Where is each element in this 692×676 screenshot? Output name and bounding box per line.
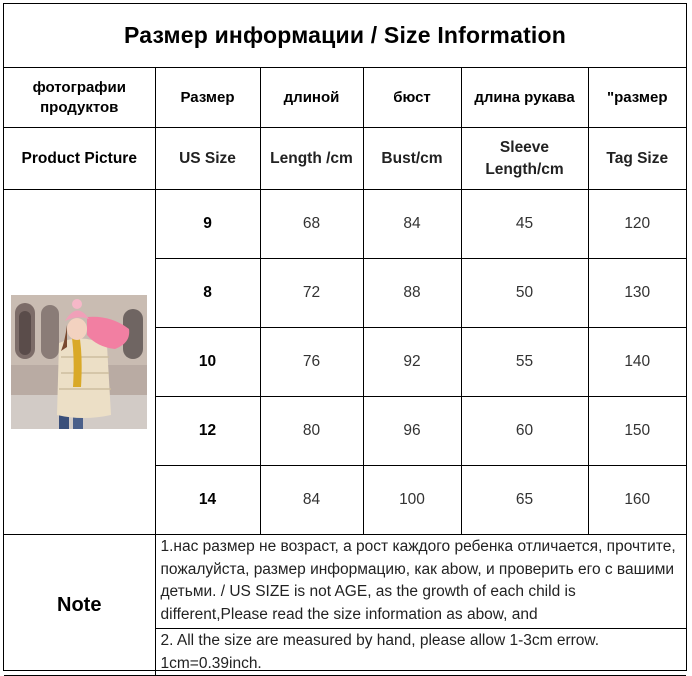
header-ru-bust: бюст [363, 68, 461, 128]
header-bust: Bust/cm [363, 128, 461, 190]
note-line-2: 2. All the size are measured by hand, please allow 1-3cm errow. 1cm=0.39inch. [155, 629, 686, 676]
header-sleeve-length: Sleeve Length/cm [461, 128, 588, 190]
length-cell: 68 [260, 190, 363, 259]
size-table [4, 67, 686, 676]
header-ru-sleeve: длина рукава [461, 68, 588, 128]
us-size-cell: 12 [155, 397, 260, 466]
header-us-size: US Size [155, 128, 260, 190]
tag-size-cell: 120 [588, 190, 686, 259]
sleeve-cell: 45 [461, 190, 588, 259]
bust-cell: 84 [363, 190, 461, 259]
bust-cell: 100 [363, 466, 461, 535]
bust-cell: 92 [363, 328, 461, 397]
sleeve-cell: 65 [461, 466, 588, 535]
tag-size-cell: 130 [588, 259, 686, 328]
bust-cell: 88 [363, 259, 461, 328]
header-product-picture: Product Picture [4, 128, 155, 190]
length-cell: 72 [260, 259, 363, 328]
header-row-english [4, 128, 686, 190]
tag-size-cell: 150 [588, 397, 686, 466]
header-row-russian [4, 68, 686, 128]
table-row [4, 190, 686, 259]
page-title: Размер информации / Size Information [4, 4, 686, 68]
size-chart-sheet [3, 3, 687, 671]
header-ru-product-picture: фотографии продуктов [4, 68, 155, 128]
product-picture-cell [4, 190, 155, 535]
header-ru-size: Размер [155, 68, 260, 128]
header-ru-tag-size: "размер [588, 68, 686, 128]
tag-size-cell: 160 [588, 466, 686, 535]
note-row [4, 535, 686, 629]
length-cell: 76 [260, 328, 363, 397]
header-ru-length: длиной [260, 68, 363, 128]
sleeve-cell: 60 [461, 397, 588, 466]
sleeve-cell: 50 [461, 259, 588, 328]
note-label: Note [4, 535, 155, 676]
note-line-1: 1.нас размер не возраст, а рост каждого ребенка отличается, прочтите, пожалуйста, размер информацию, как abow, и проверить его с вашими детьми. / US SIZE is not AGE, as the growth of each child is different,Please read the size information as abow, and [155, 535, 686, 629]
length-cell: 84 [260, 466, 363, 535]
us-size-cell: 10 [155, 328, 260, 397]
header-tag-size: Tag Size [588, 128, 686, 190]
sleeve-cell: 55 [461, 328, 588, 397]
tag-size-cell: 140 [588, 328, 686, 397]
product-photo [11, 295, 147, 429]
bust-cell: 96 [363, 397, 461, 466]
us-size-cell: 14 [155, 466, 260, 535]
length-cell: 80 [260, 397, 363, 466]
us-size-cell: 9 [155, 190, 260, 259]
header-length: Length /cm [260, 128, 363, 190]
us-size-cell: 8 [155, 259, 260, 328]
